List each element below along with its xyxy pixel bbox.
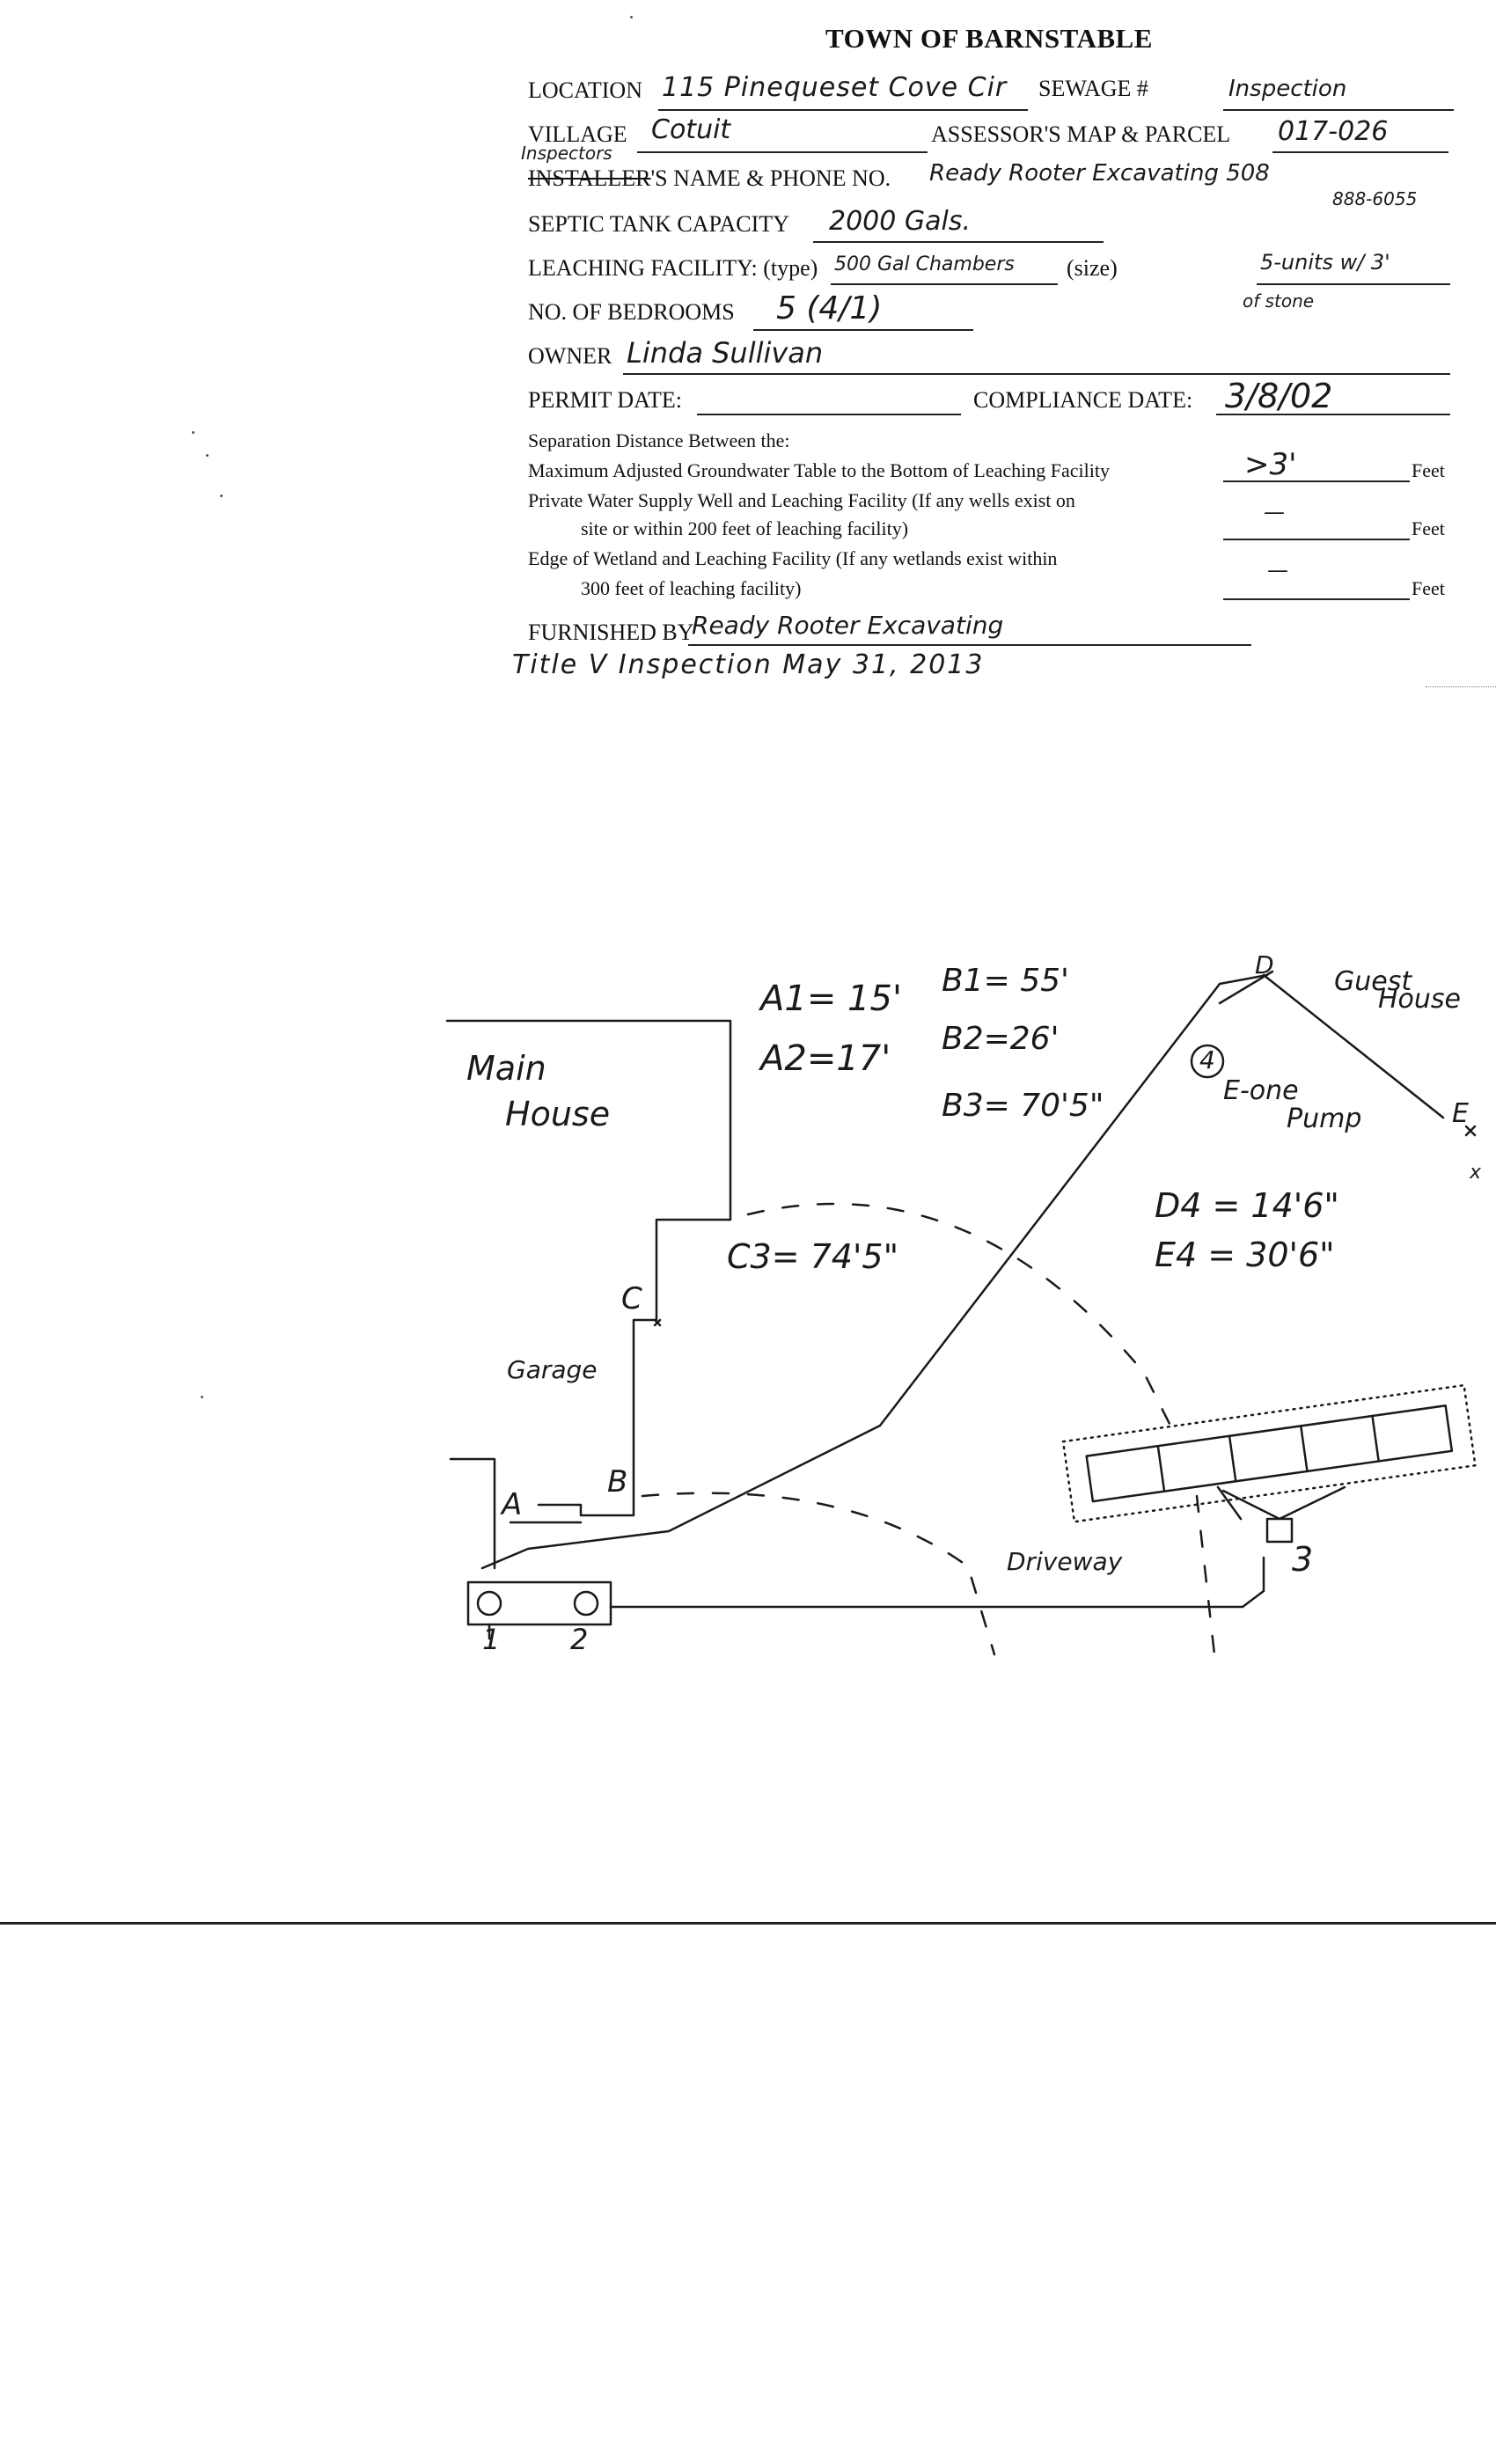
installer-value: Ready Rooter Excavating 508 (929, 160, 1270, 187)
dbox-line-3 (1218, 1487, 1241, 1519)
village-value: Cotuit (651, 114, 731, 145)
c-marker (655, 1320, 660, 1325)
sep3-value: — (1267, 558, 1288, 583)
main-house-label-1: Main (466, 1049, 546, 1088)
permit-label: PERMIT DATE: (528, 387, 683, 413)
owner-label: OWNER (528, 343, 612, 369)
sep1-unit: Feet (1412, 459, 1445, 481)
measure-e4: E4 = 30'6" (1155, 1236, 1335, 1274)
chamber-divider (1158, 1446, 1164, 1491)
sep2-label-line1: Private Water Supply Well and Leaching Facility (If any wells exist on (528, 489, 1075, 511)
guest-house-label-2: House (1378, 984, 1462, 1015)
bedrooms-value: 5 (4/1) (776, 290, 883, 326)
leaching-type-value: 500 Gal Chambers (834, 253, 1015, 275)
point-c-label: C (621, 1281, 642, 1316)
form-title: TOWN OF BARNSTABLE (825, 23, 1153, 54)
tank-2-circle (575, 1592, 598, 1615)
chamber-divider (1301, 1426, 1307, 1470)
sep3-unit: Feet (1412, 577, 1445, 599)
compliance-value: 3/8/02 (1225, 377, 1333, 415)
measure-b2: B2=26' (942, 1021, 1060, 1057)
size-label: (size) (1067, 255, 1118, 281)
sep3-label-line2: 300 feet of leaching facility) (581, 577, 802, 599)
separation-heading: Separation Distance Between the: (528, 429, 790, 451)
leaching-field-outer (1063, 1385, 1475, 1522)
sep2-label-line2: site or within 200 feet of leaching facility) (581, 517, 909, 539)
sep1-value: >3' (1244, 447, 1297, 482)
installer-label: INSTALLER'S NAME & PHONE NO. (528, 165, 891, 191)
point-x-label: x (1470, 1162, 1482, 1184)
outlet-pipe (611, 1558, 1264, 1607)
measurement-arc-ab (1197, 1496, 1214, 1654)
septic-label: SEPTIC TANK CAPACITY (528, 211, 789, 237)
furnished-label: FURNISHED BY (528, 620, 694, 645)
tank-2-number: 2 (570, 1623, 589, 1656)
installer-phone: 888-6055 (1332, 188, 1418, 209)
location-value: 115 Pinequeset Cove Cir (662, 72, 1008, 103)
driveway-label: Driveway (1007, 1547, 1123, 1576)
garage-label: Garage (507, 1355, 598, 1384)
furnished-value: Ready Rooter Excavating (692, 611, 1004, 640)
owner-value: Linda Sullivan (627, 336, 824, 370)
compliance-label: COMPLIANCE DATE: (973, 387, 1193, 413)
guest-house-label-1: Guest (1334, 966, 1412, 997)
size-value: 5-units w/ 3' (1260, 250, 1390, 275)
sep2-value: — (1264, 500, 1285, 524)
point-e-label: E (1452, 1098, 1469, 1129)
leaching-field-inner (1087, 1405, 1452, 1501)
distribution-box (1267, 1519, 1292, 1542)
location-label: LOCATION (528, 77, 642, 103)
pump-label-1: E-one (1223, 1075, 1299, 1106)
pump-4-number: 4 (1199, 1045, 1215, 1074)
page-bottom-rule (0, 1922, 1496, 1925)
septic-tank-box (468, 1582, 611, 1624)
sewage-label: SEWAGE # (1038, 76, 1148, 101)
pump-label-2: Pump (1287, 1104, 1362, 1134)
point-b-label: B (607, 1464, 628, 1500)
leaching-label: LEACHING FACILITY: (type) (528, 255, 818, 281)
sewage-value: Inspection (1228, 76, 1347, 102)
measure-b1: B1= 55' (942, 963, 1069, 999)
bedrooms-label: NO. OF BEDROOMS (528, 299, 735, 325)
garage-outline (451, 1459, 495, 1568)
septic-value: 2000 Gals. (829, 206, 972, 237)
measure-c3: C3= 74'5" (727, 1237, 899, 1276)
tank-1-number: 1 (482, 1623, 501, 1656)
dbox-3-number: 3 (1292, 1540, 1314, 1579)
point-a-label: A (502, 1487, 523, 1522)
assessor-value: 017-026 (1278, 116, 1389, 147)
village-label: VILLAGE (528, 121, 627, 147)
tank-1-circle (478, 1592, 501, 1615)
measure-a1: A1= 15' (760, 979, 902, 1019)
chamber-divider (1229, 1436, 1236, 1481)
main-house-label-2: House (505, 1095, 611, 1133)
dbox-line-2 (1280, 1487, 1345, 1519)
measure-d4: D4 = 14'6" (1155, 1186, 1339, 1225)
measure-b3: B3= 70'5" (942, 1088, 1104, 1124)
measure-a2: A2=17' (760, 1038, 891, 1079)
installer-handwritten-label: Inspectors (521, 143, 612, 164)
inspection-note: Title V Inspection May 31, 2013 (512, 649, 985, 680)
sep2-unit: Feet (1412, 517, 1445, 539)
sep3-label-line1: Edge of Wetland and Leaching Facility (If any wetlands exist within (528, 547, 1058, 569)
chamber-divider (1372, 1416, 1378, 1461)
point-d-label: D (1255, 950, 1274, 979)
sep1-label: Maximum Adjusted Groundwater Table to the Bottom of Leaching Facility (528, 459, 1110, 481)
size-value-line2: of stone (1243, 290, 1315, 312)
assessor-label: ASSESSOR'S MAP & PARCEL (931, 121, 1231, 147)
